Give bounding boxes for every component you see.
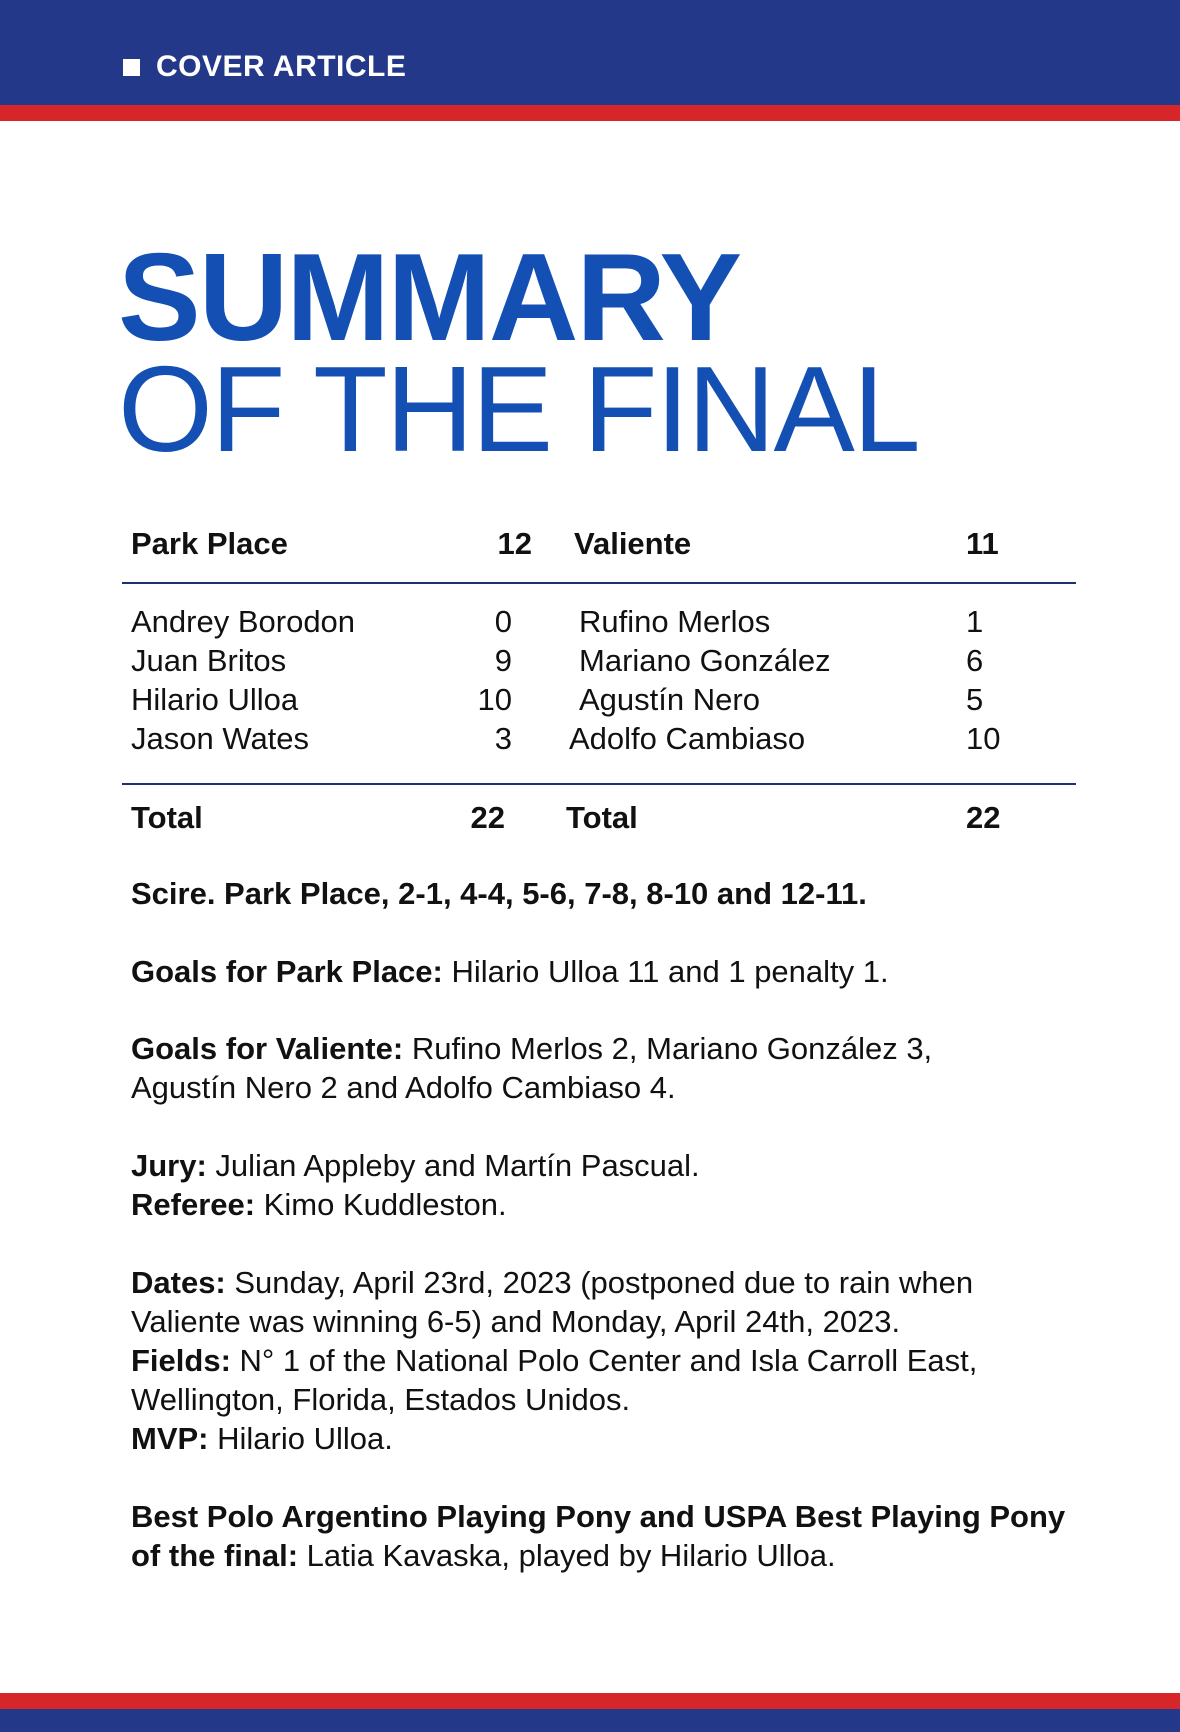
bottom-banner — [0, 1709, 1180, 1732]
section-label-text: COVER ARTICLE — [156, 50, 407, 83]
best-pony-label: Best Polo Argentino Playing Pony and USPA Best Playing Pony of the final: — [131, 1499, 1066, 1573]
jury-label: Jury: — [131, 1148, 207, 1183]
square-bullet-icon — [123, 59, 140, 76]
event-info-paragraph — [131, 1263, 1091, 1458]
fields-label: Fields: — [131, 1343, 231, 1378]
home-player-name: Hilario Ulloa — [131, 682, 299, 717]
officials-paragraph — [131, 1146, 1091, 1224]
top-red-stripe — [0, 105, 1180, 121]
home-player-name: Juan Britos — [131, 643, 287, 678]
home-player-value: 9 — [494, 643, 512, 678]
mvp-text: Hilario Ulloa. — [208, 1421, 393, 1456]
table-divider-top — [122, 582, 1076, 584]
away-total-label: Total — [566, 800, 638, 835]
home-total-value: 22 — [470, 800, 505, 835]
away-total-value: 22 — [966, 800, 1001, 835]
away-player-value: 5 — [966, 682, 984, 717]
goals-away-text: Rufino Merlos 2, Mariano González 3, Agustín Nero 2 and Adolfo Cambiaso 4. — [131, 1031, 933, 1105]
table-divider-bottom — [122, 783, 1076, 785]
home-player-value: 0 — [494, 604, 512, 639]
away-player-value: 10 — [966, 721, 1001, 756]
home-player-name: Andrey Borodon — [131, 604, 356, 639]
page-title-line-2: OF THE FINAL — [118, 341, 919, 477]
referee-label: Referee: — [131, 1187, 256, 1222]
dates-text: Sunday, April 23rd, 2023 (postponed due to rain when Valiente was winning 6-5) and Monday, April 24th, 2023. — [131, 1265, 974, 1339]
home-team-name: Park Place — [131, 526, 288, 561]
home-player-name: Jason Wates — [131, 721, 310, 756]
away-team-name: Valiente — [574, 526, 692, 561]
bottom-red-stripe — [0, 1693, 1180, 1709]
page-title-line-1: SUMMARY — [118, 229, 741, 367]
mvp-line — [131, 1419, 1091, 1458]
home-total-label: Total — [131, 800, 203, 835]
goals-home-paragraph — [131, 952, 1091, 991]
section-label — [123, 50, 406, 84]
goals-away-label: Goals for Valiente: — [131, 1031, 404, 1066]
away-player-name: Adolfo Cambiaso — [569, 721, 806, 756]
dates-line — [131, 1263, 1091, 1341]
away-player-name: Rufino Merlos — [579, 604, 771, 639]
goals-home-text: Hilario Ulloa 11 and 1 penalty 1. — [442, 954, 889, 989]
away-player-value: 1 — [966, 604, 984, 639]
home-player-value: 10 — [477, 682, 512, 717]
home-team-score: 12 — [497, 526, 532, 561]
fields-line — [131, 1341, 1091, 1419]
away-player-name: Agustín Nero — [579, 682, 760, 717]
fields-text: N° 1 of the National Polo Center and Isla Carroll East, Wellington, Florida, Estados Unidos. — [131, 1343, 978, 1417]
home-player-value: 3 — [494, 721, 512, 756]
away-player-value: 6 — [966, 643, 984, 678]
score-progression: Scire. Park Place, 2-1, 4-4, 5-6, 7-8, 8-10 and 12-11. — [131, 876, 867, 911]
jury-line — [131, 1146, 1091, 1185]
away-player-name: Mariano González — [579, 643, 831, 678]
jury-text: Julian Appleby and Martín Pascual. — [206, 1148, 700, 1183]
goals-away-paragraph — [131, 1029, 1031, 1107]
away-team-score: 11 — [966, 526, 999, 561]
best-pony-text: Latia Kavaska, played by Hilario Ulloa. — [298, 1538, 836, 1573]
dates-label: Dates: — [131, 1265, 226, 1300]
referee-line — [131, 1185, 1091, 1224]
referee-text: Kimo Kuddleston. — [255, 1187, 507, 1222]
best-pony-paragraph — [131, 1497, 1071, 1575]
mvp-label: MVP: — [131, 1421, 209, 1456]
goals-home-label: Goals for Park Place: — [131, 954, 443, 989]
